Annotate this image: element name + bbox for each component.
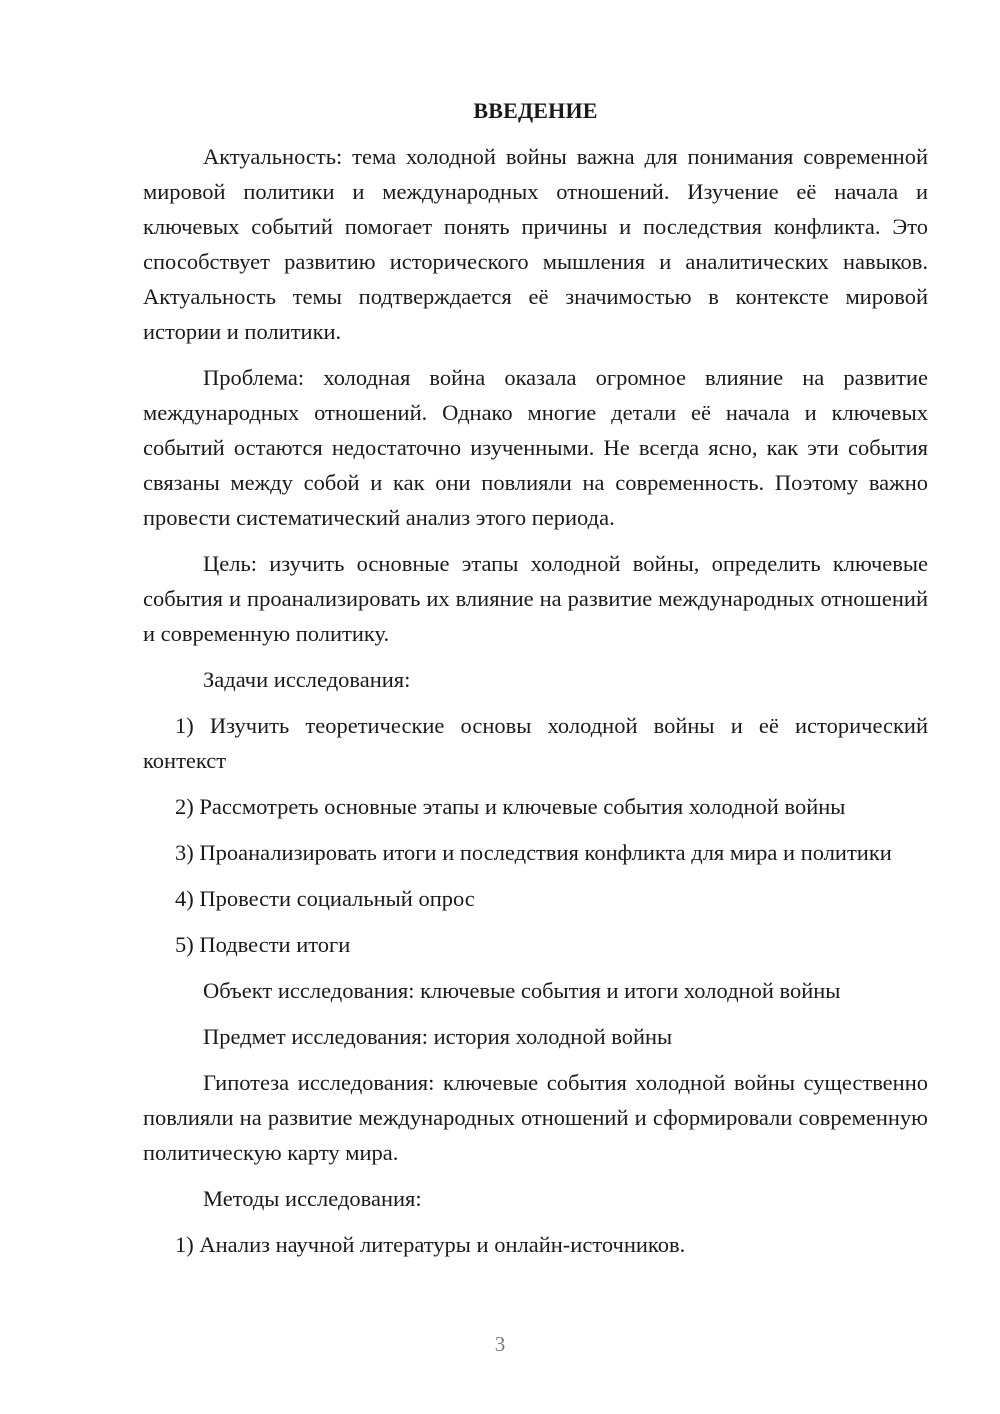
task-item: 5) Подвести итоги	[175, 932, 351, 957]
object-paragraph: Объект исследования: ключевые события и итоги холодной войны	[203, 978, 841, 1003]
problem-paragraph: Проблема: холодная война оказала огромное влияние на развитие международных отношений. Однако многие детали её начала и ключевых событий остаются недостаточно изученными. Не всегда ясно, как эти события связаны между собой и как они повлияли на современность. Поэтому важно провести систематический анализ этого периода.	[143, 365, 928, 530]
task-item: 2) Рассмотреть основные этапы и ключевые события холодной войны	[175, 794, 846, 819]
relevance-paragraph: Актуальность: тема холодной войны важна для понимания современной мировой политики и международных отношений. Изучение её начала и ключевых событий помогает понять причины и последствия конфликта. Это способствует развитию исторического мышления и аналитических навыков. Актуальность темы подтверждается её значимостью в контексте мировой истории и политики.	[143, 144, 928, 344]
goal-paragraph: Цель: изучить основные этапы холодной войны, определить ключевые события и проанализировать их влияние на развитие международных отношений и современную политику.	[143, 551, 928, 646]
page-number: 3	[494, 1332, 506, 1356]
hypothesis-paragraph: Гипотеза исследования: ключевые события холодной войны существенно повлияли на развитие международных отношений и сформировали современную политическую карту мира.	[143, 1070, 928, 1165]
task-item: 3) Проанализировать итоги и последствия конфликта для мира и политики	[175, 840, 892, 865]
task-item: 4) Провести социальный опрос	[175, 886, 475, 911]
tasks-heading: Задачи исследования:	[203, 667, 411, 692]
document-body	[143, 93, 928, 1262]
page-title: ВВЕДЕНИЕ	[473, 98, 598, 123]
method-item: 1) Анализ научной литературы и онлайн-источников.	[175, 1232, 686, 1257]
methods-heading: Методы исследования:	[203, 1186, 422, 1211]
subject-paragraph: Предмет исследования: история холодной войны	[203, 1024, 673, 1049]
task-item: 1) Изучить теоретические основы холодной войны и её исторический контекст	[143, 713, 928, 773]
